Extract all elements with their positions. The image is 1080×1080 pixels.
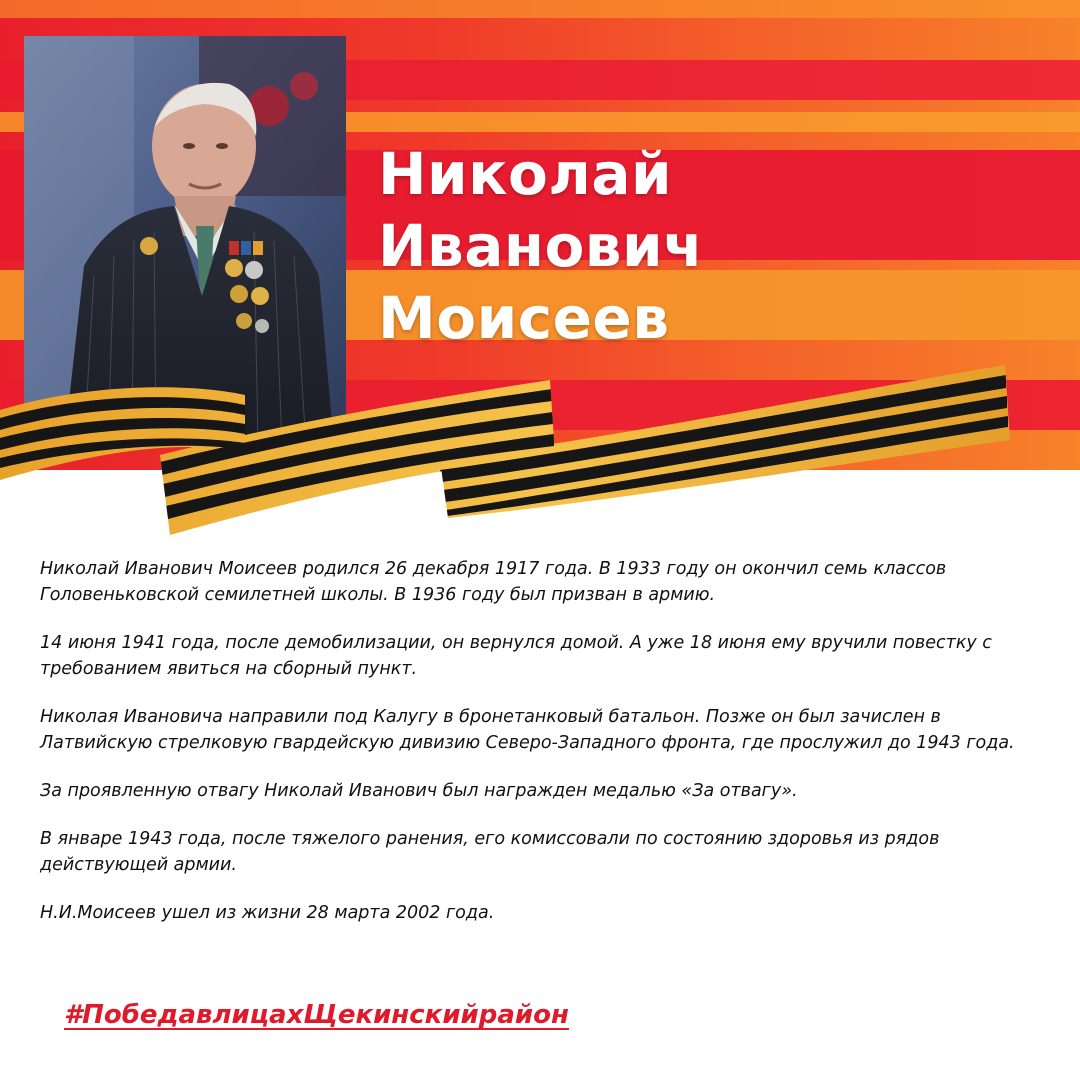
- banner-stripe: [0, 0, 1080, 18]
- bio-paragraph: Николая Ивановича направили под Калугу в бронетанковый батальон. Позже он был зачислен в Латвийскую стрелковую гвардейскую дивизию Северо-Западного фронта, где прослужил до 1943 года.: [40, 707, 1015, 753]
- st-george-ribbon: [0, 360, 1080, 550]
- title-first-name: Николай: [378, 140, 673, 208]
- bio-paragraph: 14 июня 1941 года, после демобилизации, он вернулся домой. А уже 18 июня ему вручили повестку с требованием явиться на сборный пункт.: [40, 633, 992, 679]
- page-title: [378, 138, 1038, 354]
- hashtag-link[interactable]: #ПобедавлицахЩекинскийрайон: [64, 1000, 569, 1030]
- title-patronymic: Иванович: [378, 212, 704, 280]
- biography: [40, 556, 1040, 948]
- bio-paragraph: Николай Иванович Моисеев родился 26 декабря 1917 года. В 1933 году он окончил семь классов Головеньковской семилетней школы. В 1936 году был призван в армию.: [40, 559, 947, 605]
- bio-paragraph: За проявленную отвагу Николай Иванович был награжден медалью «За отвагу».: [40, 781, 798, 801]
- title-surname: Моисеев: [378, 284, 670, 352]
- bio-paragraph: Н.И.Моисеев ушел из жизни 28 марта 2002 года.: [40, 903, 495, 923]
- bio-paragraph: В январе 1943 года, после тяжелого ранения, его комиссовали по состоянию здоровья из рядов действующей армии.: [40, 829, 940, 875]
